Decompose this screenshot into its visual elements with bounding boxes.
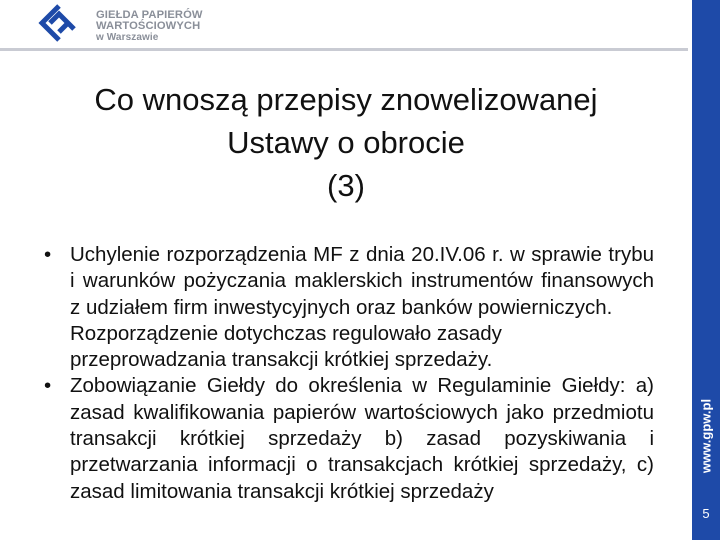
slide-content: [44, 242, 654, 505]
logo-line-1: GIEŁDA PAPIERÓW: [96, 9, 203, 21]
bullet-item: [44, 242, 654, 373]
logo-line-3: w Warszawie: [96, 32, 159, 43]
gpw-logo-text: [96, 10, 203, 43]
website-url: www.gpw.pl: [698, 398, 714, 474]
slide-title: [0, 78, 692, 207]
bullet-paragraph: Zobowiązanie Giełdy do określenia w Regulaminie Giełdy: a) zasad kwalifikowania papierów wartościowych jako przedmiotu transakcji krótkiej sprzedaży b) zasad pozyskiwania i przetwarzania informacji o transakcjach krótkiej sprzedaży, c) zasad limitowania transakcji krótkiej sprzedaży: [70, 374, 654, 503]
slide-header: [0, 0, 692, 50]
bullet-dot: •: [44, 243, 52, 266]
bullet-item: [44, 373, 654, 504]
title-line-3: (3): [327, 168, 365, 203]
title-line-2: Ustawy o obrocie: [227, 125, 465, 160]
logo-line-2: WARTOŚCIOWYCH: [96, 20, 201, 32]
bullet-dot: •: [44, 374, 52, 398]
bullet-text: [70, 242, 654, 373]
page-number: 5: [702, 506, 710, 521]
title-line-1: Co wnoszą przepisy znowelizowanej: [94, 82, 598, 117]
header-divider: [0, 48, 692, 51]
bullet-paragraph: Uchylenie rozporządzenia MF z dnia 20.IV.06 r. w sprawie trybu i warunków pożyczania maklerskich instrumentów finansowych z udziałem firm inwestycyjnych oraz banków powierniczych.: [70, 243, 654, 319]
bullet-text: [70, 373, 654, 504]
gpw-logo-icon: [36, 3, 82, 45]
bullet-paragraph: Rozporządzenie dotychczas regulowało zasady przeprowadzania transakcji krótkiej sprzedaży.: [70, 321, 502, 372]
